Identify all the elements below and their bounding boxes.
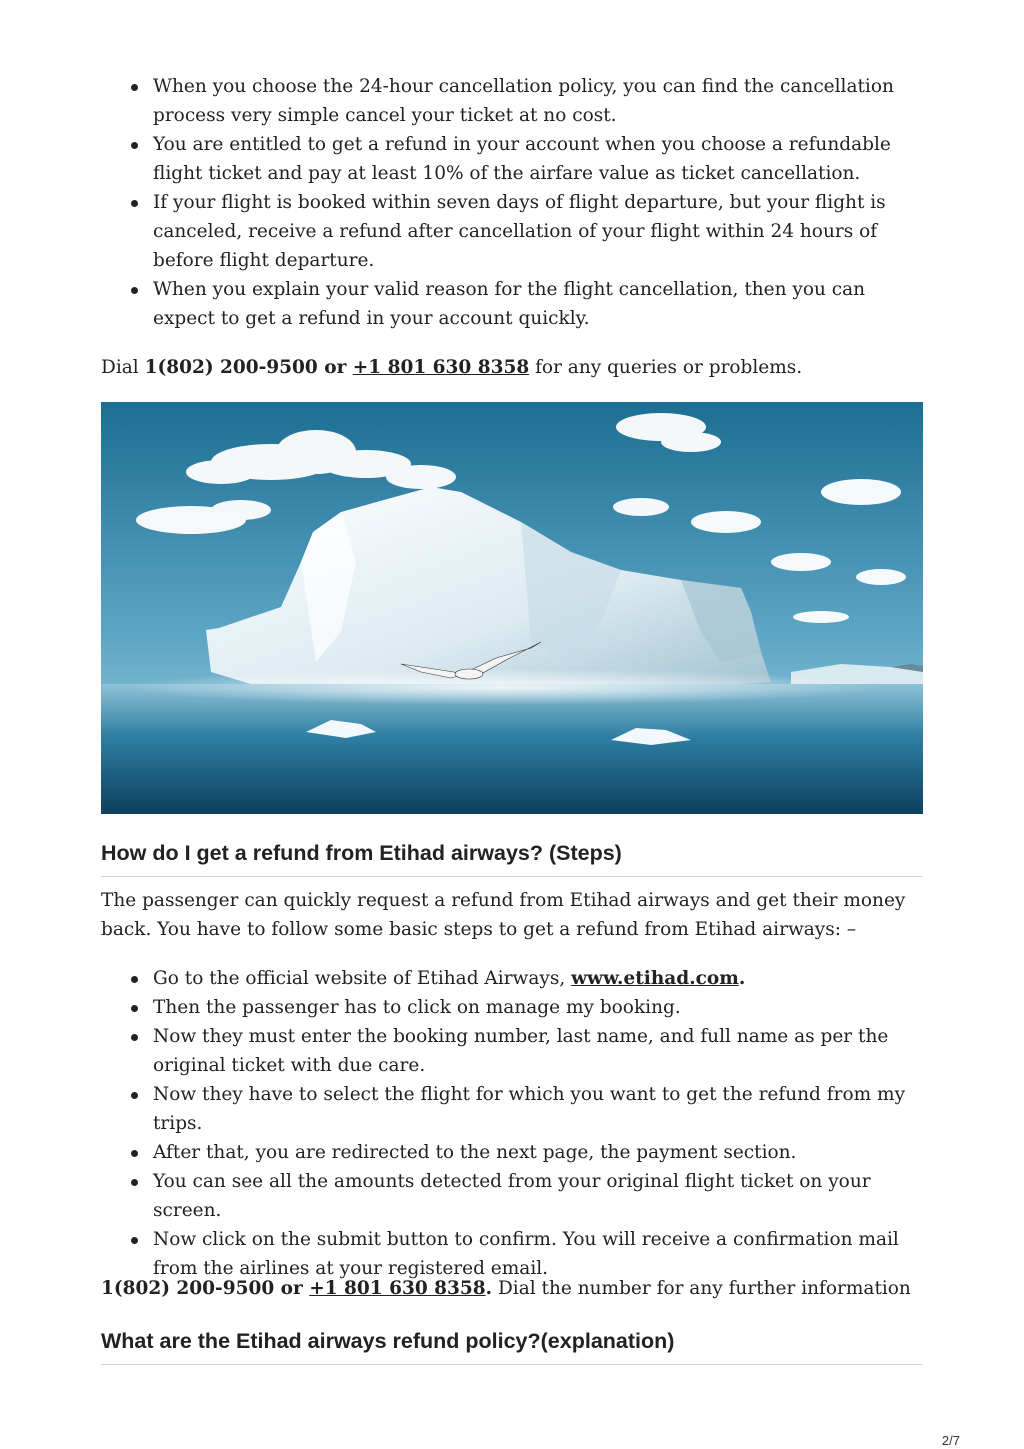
section-heading-refund-policy: What are the Etihad airways refund policy?(explanation)	[101, 1329, 922, 1365]
step-text: Go to the official website of Etihad Airways,	[153, 968, 572, 989]
dial-prefix: Dial	[101, 357, 145, 378]
list-item: Now they must enter the booking number, last name, and full name as per the original ticket with due care.	[101, 1022, 921, 1080]
phone-number-primary: 1(802) 200-9500 or	[101, 1278, 310, 1299]
list-item: If your flight is booked within seven days of flight departure, but your flight is canceled, receive a refund after cancellation of your flight within 24 hours of before flight departure.	[101, 188, 921, 275]
list-item: Now they have to select the flight for which you want to get the refund from my trips.	[101, 1080, 921, 1138]
refund-steps-list	[101, 964, 921, 1283]
iceberg-image	[101, 402, 923, 814]
etihad-website-link[interactable]: www.etihad.com	[571, 968, 739, 989]
phone-number-primary: 1(802) 200-9500 or	[144, 357, 353, 378]
step-period: .	[738, 968, 746, 989]
section-heading-refund-steps: How do I get a refund from Etihad airways? (Steps)	[101, 841, 922, 877]
list-item: Now click on the submit button to confirm. You will receive a confirmation mail from the airlines at your registered email.	[101, 1225, 921, 1283]
phone-link[interactable]: +1 801 630 8358	[309, 1278, 486, 1299]
contact-suffix: Dial the number for any further information	[492, 1278, 911, 1299]
list-item: You can see all the amounts detected from your original flight ticket on your screen.	[101, 1167, 921, 1225]
list-item: After that, you are redirected to the next page, the payment section.	[101, 1138, 921, 1167]
contact-period: .	[485, 1278, 493, 1299]
refund-steps-intro: The passenger can quickly request a refund from Etihad airways and get their money back. You have to follow some basic steps to get a refund from Etihad airways: –	[101, 890, 906, 940]
page-number: 2/7	[941, 1433, 960, 1448]
list-item: Then the passenger has to click on manage my booking.	[101, 993, 921, 1022]
refund-conditions-list	[101, 72, 921, 333]
list-item: When you explain your valid reason for the flight cancellation, then you can expect to get a refund in your account quickly.	[101, 275, 921, 333]
list-item: When you choose the 24-hour cancellation policy, you can find the cancellation process very simple cancel your ticket at no cost.	[101, 72, 921, 130]
phone-link[interactable]: +1 801 630 8358	[352, 357, 530, 378]
list-item: You are entitled to get a refund in your account when you choose a refundable flight ticket and pay at least 10% of the airfare value as ticket cancellation.	[101, 130, 921, 188]
dial-paragraph	[101, 353, 921, 382]
list-item	[101, 964, 921, 993]
dial-suffix: for any queries or problems.	[529, 357, 803, 378]
contact-paragraph	[101, 1274, 921, 1303]
